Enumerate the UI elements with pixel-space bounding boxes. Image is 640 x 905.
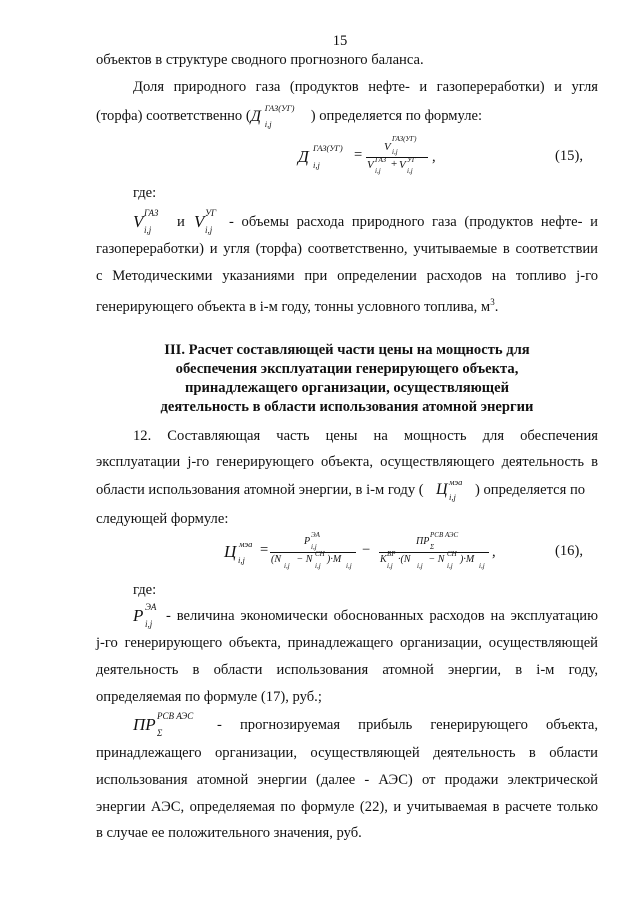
paragraph-text: [96, 293, 498, 316]
formula-superscript: ГАЗ(УГ): [264, 103, 295, 113]
formula-symbol: − N: [426, 554, 445, 565]
inline-formula: [250, 103, 311, 129]
formula-subscript: Σ: [430, 543, 435, 551]
formula-16: [224, 530, 524, 574]
paragraph-text: Доля природного газа (продуктов нефте- и газопереработки) и угля: [133, 79, 598, 95]
formula-superscript: УГ: [407, 156, 416, 164]
formula-superscript: ВР: [387, 550, 396, 558]
formula-subscript: i,j: [449, 492, 456, 502]
formula-symbol: (N: [271, 554, 281, 565]
formula-symbol: V: [384, 141, 391, 153]
inline-formula: [436, 477, 476, 502]
paragraph-text: эксплуатации j-го генерирующего объекта, осуществляющего деятельность в: [96, 454, 598, 470]
section-heading-line: обеспечения эксплуатации генерирующего объекта,: [175, 361, 519, 377]
paragraph-text: 12. Составляющая часть цены на мощность для обеспечения: [133, 428, 598, 444]
text-fragment: - объемы расхода природного газа (продуктов нефте- и: [229, 214, 598, 230]
section-heading-line: III. Расчет составляющей части цены на мощность для: [164, 342, 530, 358]
formula-superscript: СН: [315, 550, 325, 558]
formula-subscript: i,j: [392, 148, 398, 156]
paragraph-text: использования атомной энергии (далее - АЭС) от продажи электрической: [96, 772, 598, 788]
formula-subscript: i,j: [375, 167, 381, 175]
text-fragment: ) определяется по: [475, 482, 586, 498]
text-fragment: .: [494, 298, 499, 315]
formula-subscript: i,j: [447, 562, 453, 570]
formula-subscript: i,j: [144, 225, 152, 235]
section-heading-line: принадлежащего организации, осуществляющей: [184, 380, 510, 396]
formula-symbol: ПР: [133, 715, 156, 734]
plus-sign: +: [391, 158, 398, 170]
formula-symbol: Д: [298, 147, 309, 166]
paragraph-text: j-го генерирующего объекта, принадлежащего организации, осуществляющей: [96, 635, 598, 651]
equals-sign: =: [260, 542, 269, 558]
paragraph-text: [96, 477, 598, 502]
formula-subscript: i,j: [346, 562, 352, 570]
formula-symbol: V: [133, 212, 144, 231]
formula-superscript: ГАЗ: [144, 208, 159, 218]
formula-comma: ,: [492, 544, 496, 560]
formula-symbol: ·(N: [398, 554, 411, 565]
definition-gas-coal: [133, 208, 598, 235]
text-fragment: (торфа) соответственно (: [96, 108, 251, 124]
definition-profit: [133, 711, 598, 738]
formula-superscript: РСВ АЭС: [430, 531, 459, 539]
paragraph-text: газопереработки) и угля (торфа) соответственно, учитываемые в соответствии: [96, 241, 598, 257]
text-fragment: - прогнозируемая прибыль генерирующего объекта,: [217, 717, 598, 733]
paragraph-text: энергии АЭС, определяемая по формуле (22), и учитываемая в расчете только: [96, 799, 598, 815]
where-label: где:: [133, 185, 157, 201]
formula-superscript: ЭА: [145, 602, 157, 612]
formula-symbol: V: [367, 159, 374, 171]
formula-subscript: i,j: [264, 119, 272, 129]
text-fragment: области использования атомной энергии, в i-м году (: [96, 482, 424, 498]
formula-symbol: ПР: [416, 536, 430, 547]
section-heading-line: деятельность в области использования атомной энергии: [160, 399, 534, 415]
formula-subscript: i,j: [205, 225, 213, 235]
formula-superscript: мэа: [239, 539, 253, 549]
formula-number: (15),: [555, 148, 583, 164]
formula-subscript: Σ: [157, 728, 163, 738]
text-fragment: - величина экономически обоснованных расходов на эксплуатацию: [166, 608, 598, 624]
formula-subscript: i,j: [407, 167, 413, 175]
formula-subscript: i,j: [313, 160, 320, 170]
paragraph-text: определяемая по формуле (17), руб.;: [96, 689, 322, 705]
formula-subscript: i,j: [145, 619, 153, 629]
formula-subscript: i,j: [311, 543, 317, 551]
text-fragment: и: [177, 214, 185, 230]
formula-subscript: i,j: [417, 562, 423, 570]
formula-symbol: K: [380, 554, 387, 565]
formula-symbol: P: [133, 606, 144, 625]
where-label: где:: [133, 582, 157, 598]
formula-symbol: Д: [250, 108, 261, 125]
formula-15: [298, 137, 448, 177]
paragraph-text: [96, 103, 483, 129]
superscript: 3: [490, 297, 495, 307]
text-fragment: ) определяется по формуле:: [310, 108, 483, 124]
fraction-bar: [270, 552, 356, 553]
page-number: 15: [332, 33, 348, 49]
formula-symbol: Ц: [224, 542, 237, 561]
equals-sign: =: [354, 147, 363, 163]
formula-subscript: i,j: [284, 562, 290, 570]
paragraph-text: следующей формуле:: [96, 511, 229, 527]
formula-superscript: ГАЗ: [375, 156, 387, 164]
formula-symbol: P: [304, 536, 311, 547]
formula-superscript: УГ: [205, 208, 217, 218]
formula-symbol: − N: [294, 554, 313, 565]
formula-superscript: РСВ АЭС: [157, 711, 194, 721]
formula-superscript: ЭА: [311, 531, 320, 539]
paragraph-text: в случае ее положительного значения, руб.: [96, 825, 362, 841]
formula-subscript: i,j: [387, 562, 393, 570]
formula-symbol: V: [194, 212, 205, 231]
formula-comma: ,: [432, 149, 436, 165]
formula-symbol: )·M: [460, 554, 475, 565]
formula-subscript: i,j: [315, 562, 321, 570]
formula-symbol: V: [399, 159, 406, 171]
formula-symbol: Ц: [436, 481, 448, 498]
definition-expenses: [133, 602, 598, 629]
paragraph-text: объектов в структуре сводного прогнозного баланса.: [96, 52, 424, 68]
text-fragment: генерирующего объекта в i-м году, тонны условного топлива, м: [96, 298, 491, 315]
formula-superscript: мэа: [449, 477, 463, 487]
formula-superscript: СН: [447, 550, 457, 558]
formula-symbol: )·M: [327, 554, 342, 565]
formula-superscript: ГАЗ(УГ): [392, 135, 417, 143]
paragraph-text: деятельность в области использования атомной энергии, в i-м году,: [96, 662, 598, 678]
formula-subscript: i,j: [238, 555, 245, 565]
minus-sign: −: [362, 542, 371, 558]
paragraph-text: принадлежащего организации, осуществляющей деятельность в области: [96, 745, 598, 761]
formula-number: (16),: [555, 543, 583, 559]
formula-subscript: i,j: [479, 562, 485, 570]
paragraph-text: с Методическими указаниями при определении расходов на топливо j-го: [96, 268, 598, 284]
formula-superscript: ГАЗ(УГ): [313, 143, 343, 153]
